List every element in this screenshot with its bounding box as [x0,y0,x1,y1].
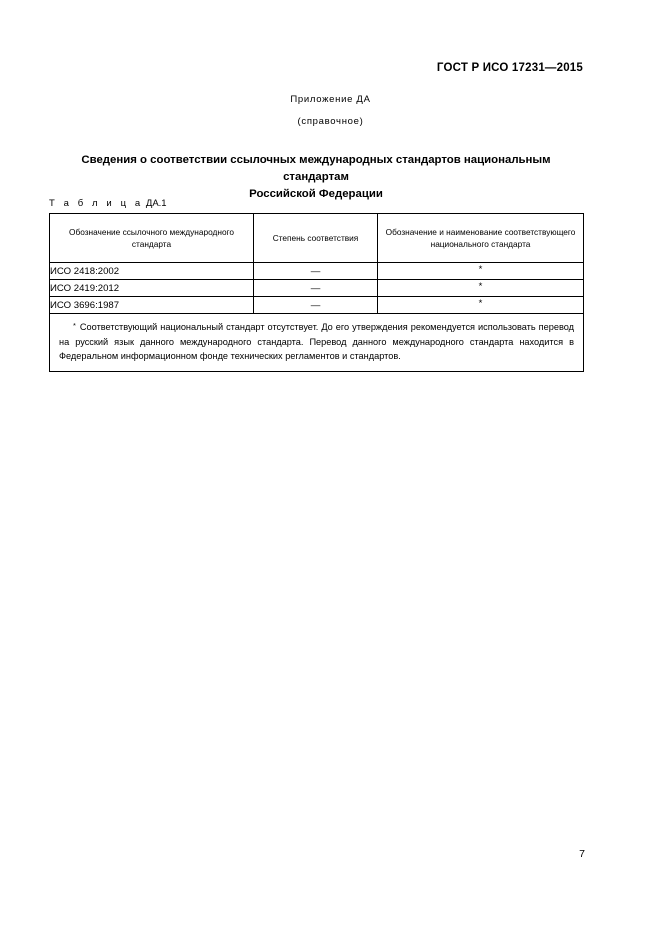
table-header-reference-standard: Обозначение ссылочного международного стандарта [50,214,254,263]
table-row [50,297,584,314]
footnote-text: Соответствующий национальный стандарт отсутствует. До его утверждения рекомендуется использовать перевод на русский язык данного международного стандарта. Перевод данного международного стандарта находится в Федеральном информационном фонде технических регламентов и стандартов. [59,322,574,362]
page-title-line-2: Российской Федерации [249,188,383,200]
cell-conformity-degree: — [254,280,378,297]
annex-title: Приложение ДА [290,94,371,105]
cell-national-standard-footnote-marker: * [378,297,584,314]
cell-conformity-degree: — [254,297,378,314]
table-caption-number: ДА.1 [145,198,167,209]
document-header-standard-designation: ГОСТ Р ИСО 17231—2015 [436,62,583,74]
cell-national-standard-footnote-marker: * [378,280,584,297]
annex-caption-block [0,94,661,127]
table-footnote-row [50,314,584,372]
cell-reference-standard: ИСО 2419:2012 [50,280,254,297]
annex-subtitle: (справочное) [297,116,364,127]
cell-reference-standard: ИСО 3696:1987 [50,297,254,314]
table-header-national-standard: Обозначение и наименование соответствующего национального стандарта [378,214,584,263]
table-row [50,263,584,280]
cell-national-standard-footnote-marker: * [378,263,584,280]
table-caption-label: Т а б л и ц а [49,198,144,209]
footnote-marker-icon: * [73,321,76,330]
table-caption [49,198,167,209]
table-header-conformity-degree: Степень соответствия [254,214,378,263]
reference-standards-table [49,213,584,372]
page-title-line-1: Сведения о соответствии ссылочных международных стандартов национальным стандартам [81,154,551,183]
page-number: 7 [579,848,585,860]
table-footnote-cell [50,314,584,372]
page-title [49,152,583,203]
table-row [50,280,584,297]
table-header-row [50,214,584,263]
cell-reference-standard: ИСО 2418:2002 [50,263,254,280]
cell-conformity-degree: — [254,263,378,280]
